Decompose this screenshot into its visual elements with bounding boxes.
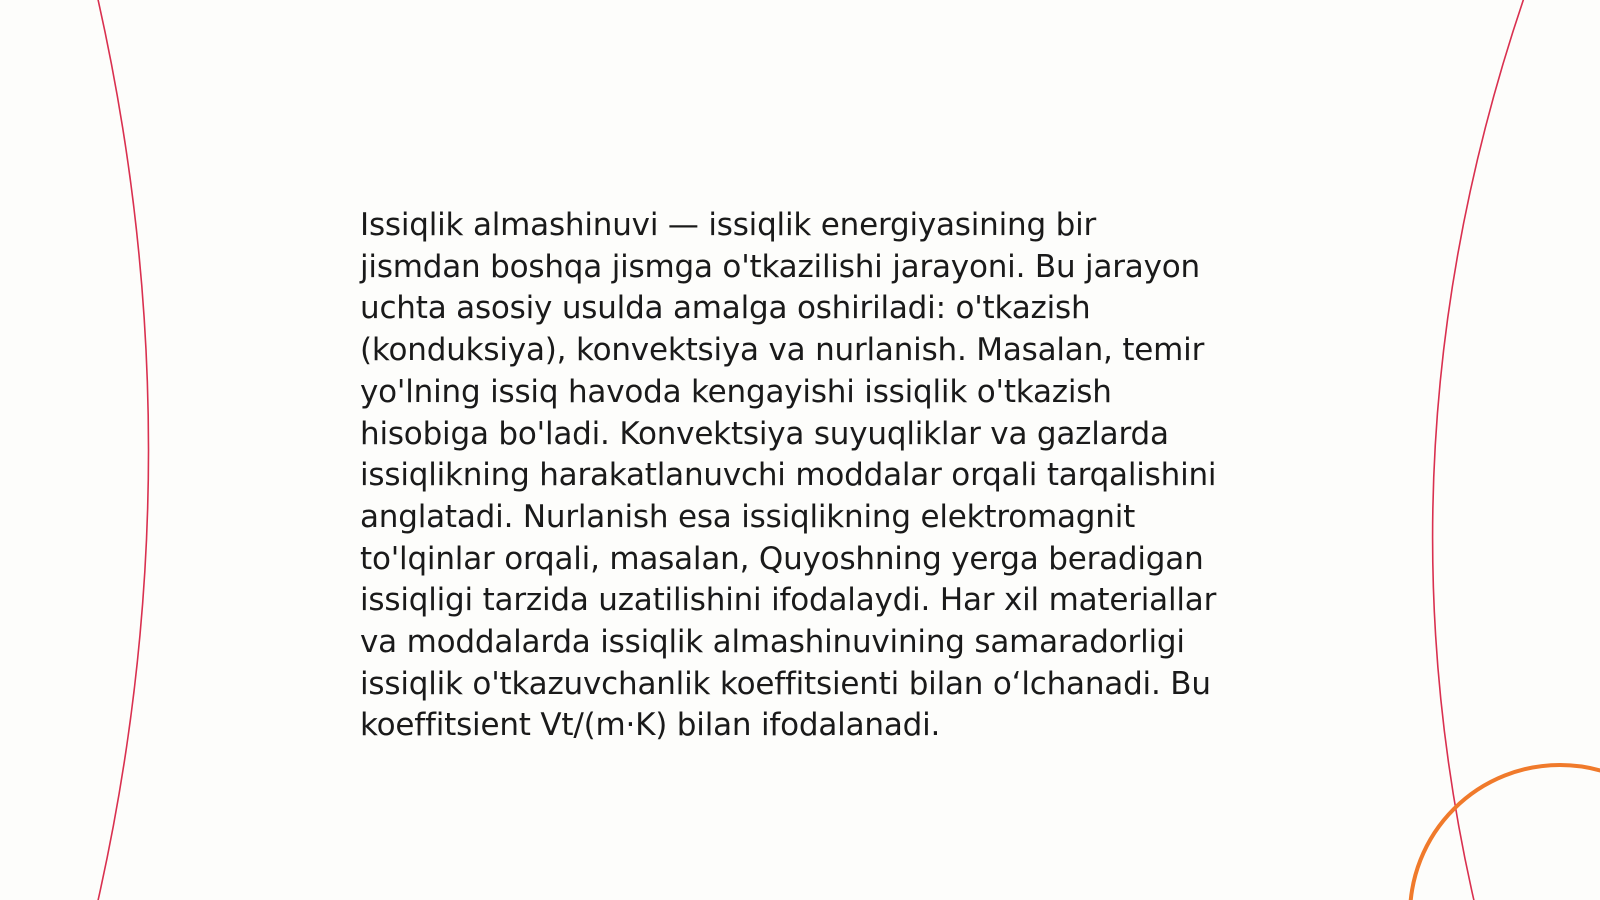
body-paragraph: Issiqlik almashinuvi — issiqlik energiyasining bir jismdan boshqa jismga o'tkazilishi jarayoni. Bu jarayon uchta asosiy usulda amalga oshiriladi: o'tkazish (konduksiya), konvektsiya va nurlanish. Masalan, temir yo'lning issiq havoda kengayishi issiqlik o'tkazish hisobiga bo'ladi. Konvektsiya suyuqliklar va gazlarda issiqlikning harakatlanuvchi moddalar orqali tarqalishini anglatadi. Nurlanish esa issiqlikning elektromagnit to'lqinlar orqali, masalan, Quyoshning yerga beradigan issiqligi tarzida uzatilishini ifodalaydi. Har xil materiallar va moddalarda issiqlik almashinuvining samaradorligi issiqlik o'tkazuvchanlik koeffitsienti bilan oʻlchanadi. Bu koeffitsient Vt/(m·K) bilan ifodalanadi. — [360, 207, 1217, 744]
right-arc-line — [1433, 0, 1525, 900]
left-arc-line — [97, 0, 149, 900]
accent-circle — [1410, 765, 1600, 900]
